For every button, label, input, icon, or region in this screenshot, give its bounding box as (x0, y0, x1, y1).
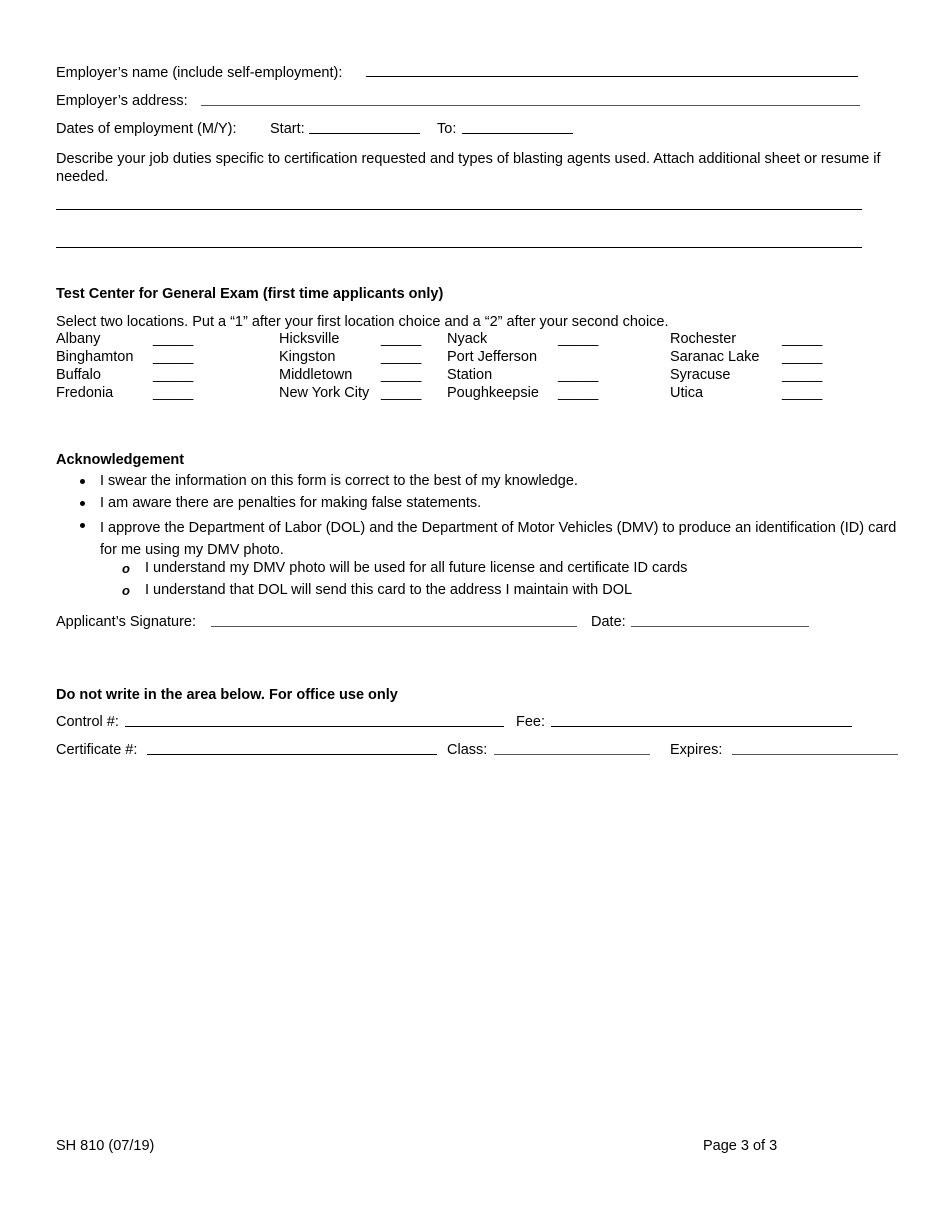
bullet-icon (80, 501, 85, 506)
test-center-heading: Test Center for General Exam (first time applicants only) (56, 286, 444, 302)
location-blank[interactable]: _____ (153, 367, 194, 383)
location-port-jefferson: Port Jefferson (447, 349, 538, 365)
class-field[interactable] (494, 754, 650, 755)
fee-label: Fee: (516, 714, 546, 730)
office-use-heading: Do not write in the area below. For office use only (56, 687, 398, 703)
test-center-instructions: Select two locations. Put a “1” after your first location choice and a “2” after your second choice. (56, 314, 669, 330)
ack-statement: I swear the information on this form is correct to the best of my knowledge. (100, 473, 578, 489)
location-poughkeepsie: Poughkeepsie (447, 385, 539, 401)
certificate-field[interactable] (147, 754, 437, 755)
location-blank[interactable]: _____ (782, 367, 823, 383)
employer-name-label: Employer’s name (include self-employment): (56, 65, 343, 81)
end-date-field[interactable] (462, 133, 573, 134)
location-middletown: Middletown (279, 367, 353, 383)
signature-label: Applicant’s Signature: (56, 614, 196, 630)
ack-sub-statement: I understand that DOL will send this card to the address I maintain with DOL (145, 582, 633, 598)
location-utica: Utica (670, 385, 704, 401)
acknowledgement-heading: Acknowledgement (56, 452, 185, 468)
location-blank[interactable]: _____ (782, 349, 823, 365)
location-nyack: Nyack (447, 331, 488, 347)
employer-name-field[interactable] (366, 76, 858, 77)
employer-address-field[interactable] (201, 105, 860, 106)
location-blank[interactable]: _____ (381, 367, 422, 383)
start-date-field[interactable] (309, 133, 420, 134)
to-label: To: (437, 121, 457, 137)
location-blank[interactable]: _____ (558, 331, 599, 347)
location-albany: Albany (56, 331, 101, 347)
date-label: Date: (591, 614, 626, 630)
job-duties-line-1[interactable] (56, 209, 862, 210)
location-blank[interactable]: _____ (381, 349, 422, 365)
control-label: Control #: (56, 714, 119, 730)
start-label: Start: (270, 121, 305, 137)
expires-label: Expires: (670, 742, 723, 758)
page-number: Page 3 of 3 (703, 1138, 778, 1154)
signature-field[interactable] (211, 626, 577, 627)
location-blank[interactable]: _____ (558, 367, 599, 383)
class-label: Class: (447, 742, 488, 758)
certificate-label: Certificate #: (56, 742, 138, 758)
location-blank[interactable]: _____ (153, 331, 194, 347)
location-blank[interactable]: _____ (153, 349, 194, 365)
location-kingston: Kingston (279, 349, 336, 365)
location-blank[interactable]: _____ (381, 385, 422, 401)
control-field[interactable] (125, 726, 504, 727)
location-blank[interactable]: _____ (153, 385, 194, 401)
fee-field[interactable] (551, 726, 852, 727)
location-fredonia: Fredonia (56, 385, 114, 401)
location-blank[interactable]: _____ (558, 385, 599, 401)
date-field[interactable] (631, 626, 809, 627)
sub-bullet-icon: o (122, 561, 130, 576)
bullet-icon (80, 479, 85, 484)
ack-sub-statement: I understand my DMV photo will be used for all future license and certificate ID cards (145, 560, 688, 576)
location-binghamton: Binghamton (56, 349, 134, 365)
job-duties-line-2[interactable] (56, 247, 862, 248)
location-buffalo: Buffalo (56, 367, 101, 383)
expires-field[interactable] (732, 754, 898, 755)
location-syracuse: Syracuse (670, 367, 731, 383)
bullet-icon (80, 523, 85, 528)
location-saranac-lake: Saranac Lake (670, 349, 760, 365)
location-blank[interactable]: _____ (782, 331, 823, 347)
location-rochester: Rochester (670, 331, 737, 347)
ack-statement: I am aware there are penalties for making false statements. (100, 495, 482, 511)
dates-label: Dates of employment (M/Y): (56, 121, 237, 137)
location-blank[interactable]: _____ (782, 385, 823, 401)
location-hicksville: Hicksville (279, 331, 340, 347)
ack-statement: I approve the Department of Labor (DOL) and the Department of Motor Vehicles (DMV) to produce an identification (ID) card for me using my DMV photo. (100, 520, 897, 558)
employer-address-label: Employer’s address: (56, 93, 188, 109)
sub-bullet-icon: o (122, 583, 130, 598)
form-id: SH 810 (07/19) (56, 1138, 155, 1154)
location-new-york-city: New York City (279, 385, 370, 401)
job-duties-instructions: Describe your job duties specific to certification requested and types of blasting agents used. Attach additional sheet or resume if needed. (56, 151, 881, 185)
location-blank[interactable]: _____ (381, 331, 422, 347)
location-station: Station (447, 367, 493, 383)
